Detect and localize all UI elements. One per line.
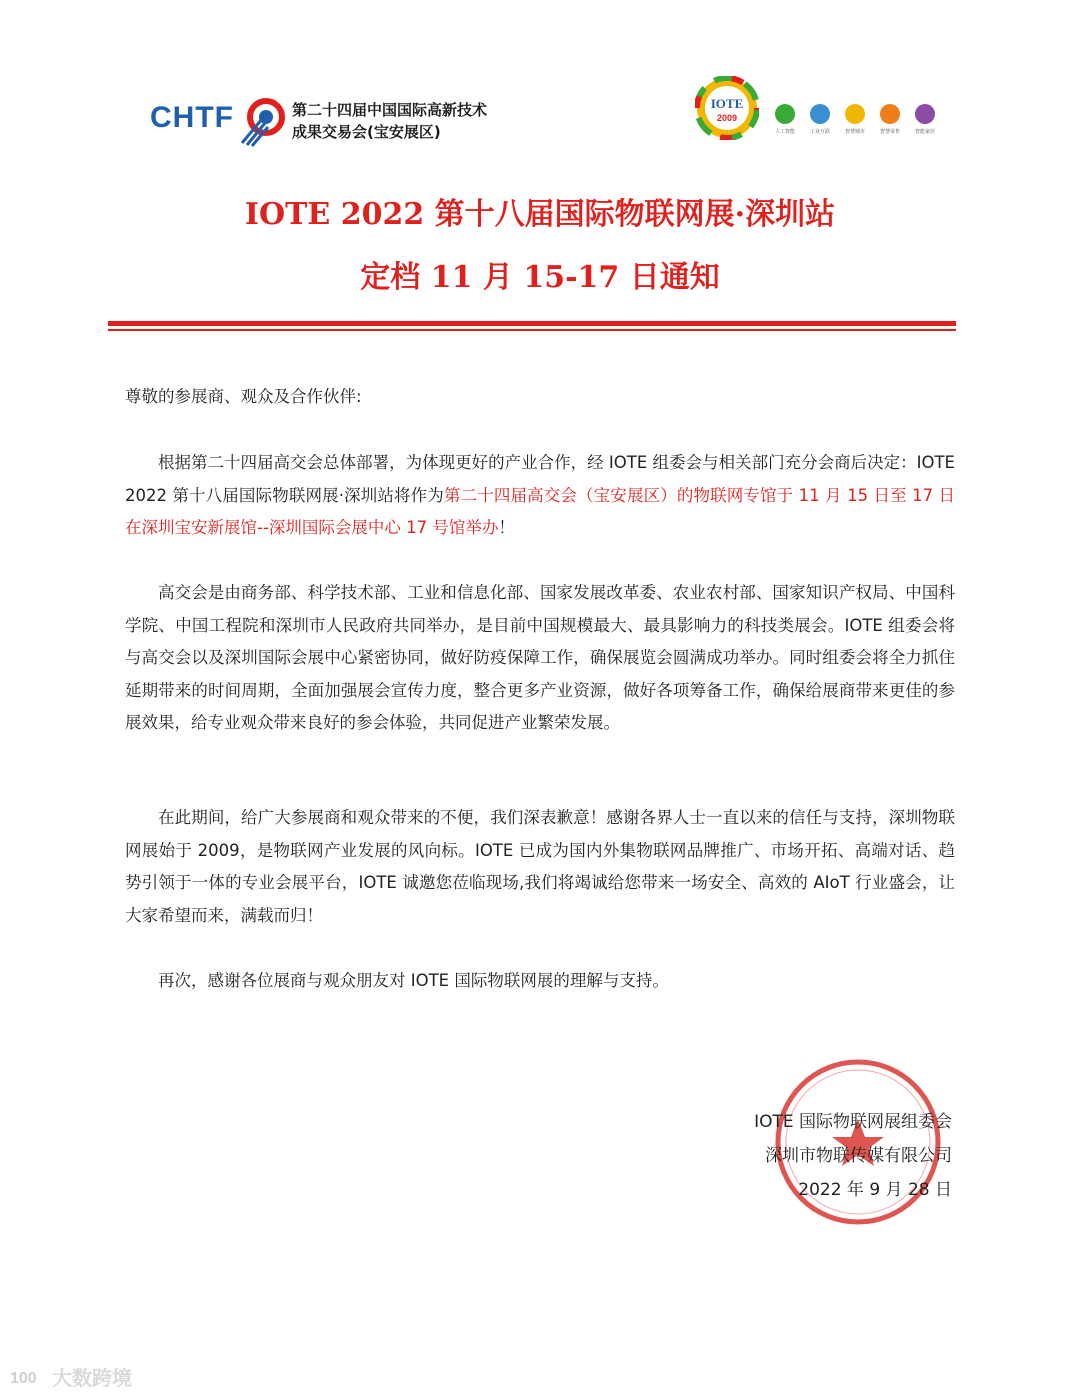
paragraph-text: 根据第二十四届高交会总体部署，为体现更好的产业合作，经 IOTE 组委会与相关部门充分会商后决定：IOTE 2022 第十八届国际物联网展·深圳站将作为	[125, 453, 955, 505]
chtf-caption-line1: 第二十四届中国国际高新技术	[292, 101, 488, 119]
iote-category-ai	[772, 104, 798, 135]
iote-category-icons	[772, 104, 938, 135]
iote-category-label: 人工智能	[774, 129, 795, 135]
notice-title-line2: 定档 11 月 15-17 日通知	[360, 260, 720, 295]
paragraph-announcement	[125, 447, 955, 545]
iote-category-label: 工业互联	[809, 129, 830, 135]
iote-category-industrial	[807, 104, 833, 135]
smart-city-icon	[845, 104, 865, 124]
notice-title-line1: IOTE 2022 第十八届国际物联网展·深圳站	[244, 197, 836, 232]
ai-icon	[775, 104, 795, 124]
iote-category-home	[912, 104, 938, 135]
watermark	[10, 1362, 132, 1391]
signature-date: 2022 年 9 月 28 日	[798, 1180, 952, 1200]
smart-retail-icon	[880, 104, 900, 124]
iote-category-label: 智慧零售	[879, 129, 900, 135]
chtf-caption	[292, 99, 487, 143]
signature-org-company: 深圳市物联传媒有限公司	[765, 1146, 952, 1166]
iote-category-retail	[877, 104, 903, 135]
chtf-emblem-icon	[238, 95, 290, 147]
iote-logo-icon	[695, 76, 759, 140]
watermark-text: 大数跨境	[52, 1366, 132, 1390]
signature-org-committee: IOTE 国际物联网展组委会	[754, 1112, 952, 1132]
paragraph-about-chtf: 高交会是由商务部、科学技术部、工业和信息化部、国家发展改革委、农业农村部、国家知识产权局、中国科学院、中国工程院和深圳市人民政府共同举办，是目前中国规模最大、最具影响力的科技类展会。IOTE 组委会将与高交会以及深圳国际会展中心紧密协同，做好防疫保障工作，确保展览会圆满成功举办。同时组委会将全力抓住延期带来的时间周期，全面加强展会宣传力度，整合更多产业资源，做好各项筹备工作，确保给展商带来更佳的参展效果，给专业观众带来良好的参会体验，共同促进产业繁荣发展。	[125, 583, 955, 732]
svg-text:100: 100	[10, 1369, 37, 1387]
highlighted-venue-text: 第二十四届高交会（宝安展区）的物联网专馆于 11 月 15 日至 17 日在深圳宝安新展馆--深圳国际会展中心 17 号馆举办	[125, 485, 955, 537]
chtf-wordmark: CHTF	[150, 101, 234, 134]
salutation: 尊敬的参展商、观众及合作伙伴:	[125, 387, 362, 406]
iote-category-label: 智慧城市	[844, 129, 865, 135]
title-divider-thin	[108, 329, 956, 331]
iote-category-label: 智能家居	[914, 129, 935, 135]
paragraph-apology: 在此期间，给广大参展商和观众带来的不便，我们深表歉意！感谢各界人士一直以来的信任与支持，深圳物联网展始于 2009，是物联网产业发展的风向标。IOTE 已成为国内外集物联网品牌推广、市场开拓、高端对话、趋势引领于一体的专业会展平台，IOTE 诚邀您莅临现场,我们将竭诚给您带来一场安全、高效的 AIoT 行业盛会，让大家希望而来，满载而归！	[125, 808, 955, 925]
chtf-logo	[150, 95, 490, 155]
iote-category-city	[842, 104, 868, 135]
paragraph-text: ！	[498, 518, 515, 537]
title-divider-thick	[108, 321, 956, 326]
chtf-caption-line2: 成果交易会(宝安展区)	[292, 123, 441, 141]
industrial-internet-icon	[810, 104, 830, 124]
paragraph-thanks: 再次，感谢各位展商与观众朋友对 IOTE 国际物联网展的理解与支持。	[158, 971, 669, 990]
watermark-logo-icon	[10, 1366, 46, 1388]
svg-text:2009: 2009	[716, 113, 738, 123]
svg-text:IOTE: IOTE	[710, 96, 744, 111]
smart-home-icon	[915, 104, 935, 124]
